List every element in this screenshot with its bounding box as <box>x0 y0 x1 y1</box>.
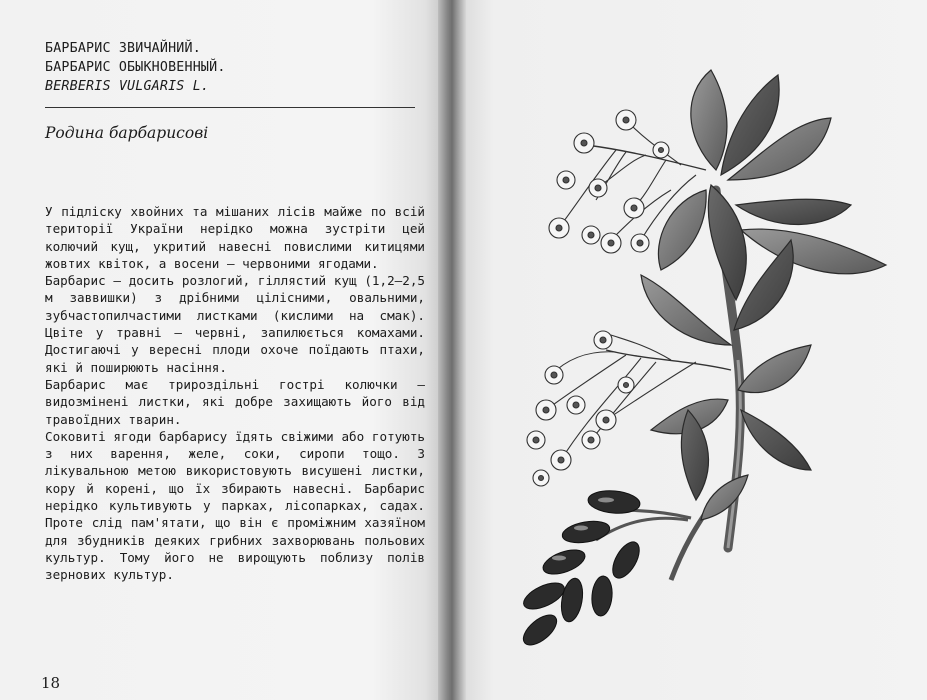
paragraph: Соковиті ягоди барбарису їдять свіжими або готують з них варення, желе, соки, сиропи тощо. З лікувальною метою використовують висушені листки, кору й корені, що їх збирають навесні. Барбарис нерідко культивують у парках, лісопарках, садах. Проте слід пам'ятати, що він є проміжним хазяїном для збудників деяких грибних захворювань польових культур. Тому його не вирощують поблизу полів зернових культур. <box>45 428 425 583</box>
title-ukrainian: БАРБАРИС ЗВИЧАЙНИЙ. <box>45 41 201 56</box>
title-divider <box>45 107 415 108</box>
right-page <box>466 0 927 700</box>
book-gutter <box>438 0 466 700</box>
paragraph: У підліску хвойних та мішаних лісів майже по всій території України нерідко можна зустріти цей колючий кущ, укритий навесні повислими китицями жовтих квіток, а восени — червоними ягодами. <box>45 204 425 271</box>
berry-cluster <box>518 489 644 651</box>
species-titles <box>45 39 425 96</box>
title-latin: BERBERIS VULGARIS L. <box>45 79 210 94</box>
barberry-branch-illustration <box>466 0 927 700</box>
left-page <box>0 0 438 700</box>
description-text <box>45 203 425 584</box>
page-number: 18 <box>41 674 61 692</box>
paragraph: Барбарис — досить розлогий, гіллястий кущ (1,2—2,5 м заввишки) з дрібними цілісними, овальними, зубчастопилчастими листками (кислими на смак). Цвіте у травні — червні, запилюється комахами. Достигаючі у вересні плоди охоче поїдають птахи, які й поширюють насіння. <box>45 273 425 375</box>
paragraph: Барбарис має трироздільні гострі колючки — видозмінені листки, які добре захищають його від травоїдних тварин. <box>45 376 425 427</box>
title-russian: БАРБАРИС ОБЫКНОВЕННЫЙ. <box>45 60 226 75</box>
family-heading: Родина барбарисові <box>45 124 209 142</box>
leaf <box>641 70 886 520</box>
